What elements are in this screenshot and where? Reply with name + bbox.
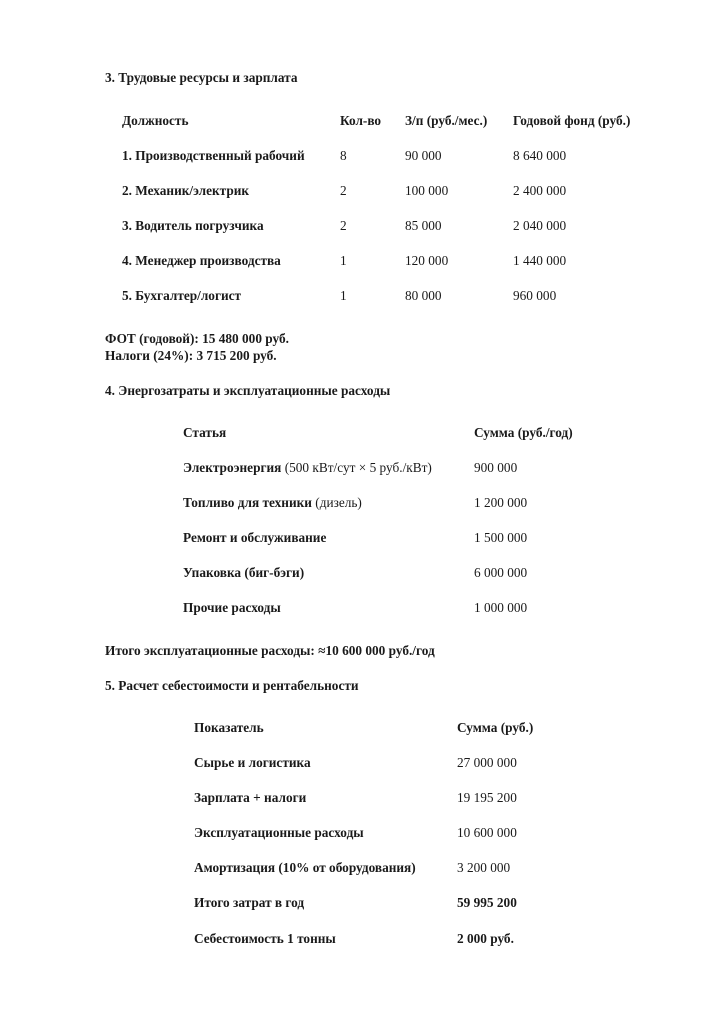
fot-summary: ФОТ (годовой): 15 480 000 руб. — [105, 331, 289, 346]
s3-cell-count: 2 — [340, 218, 347, 233]
s3-cell-position: 1. Производственный рабочий — [122, 148, 305, 163]
s5-cell-amount: 3 200 000 — [457, 860, 511, 875]
s4-item-label: Прочие расходы — [183, 600, 281, 615]
s3-cell-annual: 2 400 000 — [513, 183, 567, 198]
s5-cell-indicator: Итого затрат в год — [194, 895, 305, 910]
s3-header-annual-fund: Годовой фонд (руб.) — [513, 113, 631, 128]
s3-cell-count: 2 — [340, 183, 347, 198]
s5-cell-amount: 10 600 000 — [457, 825, 517, 840]
s3-cell-position: 3. Водитель погрузчика — [122, 218, 264, 233]
s3-header-count: Кол-во — [340, 113, 382, 128]
s3-cell-count: 8 — [340, 148, 347, 163]
s5-header-indicator: Показатель — [194, 720, 264, 735]
s4-cell-amount: 900 000 — [474, 460, 518, 475]
s4-cell-item — [183, 565, 304, 581]
s4-item-label: Упаковка (биг-бэги) — [183, 565, 305, 580]
s5-cell-indicator: Сырье и логистика — [194, 755, 311, 770]
s5-cell-amount: 27 000 000 — [457, 755, 517, 770]
s3-cell-salary: 90 000 — [405, 148, 442, 163]
s3-header-salary: З/п (руб./мес.) — [405, 113, 488, 128]
s4-cell-amount: 1 200 000 — [474, 495, 528, 510]
s3-cell-position: 2. Механик/электрик — [122, 183, 250, 198]
s4-item-label: Топливо для техники — [183, 495, 312, 510]
s3-cell-count: 1 — [340, 253, 347, 268]
s4-cell-amount: 6 000 000 — [474, 565, 528, 580]
section3-heading: 3. Трудовые ресурсы и зарплата — [105, 70, 298, 85]
section5-heading: 5. Расчет себестоимости и рентабельности — [105, 678, 359, 693]
s5-cell-amount: 19 195 200 — [457, 790, 517, 805]
s5-cell-indicator: Зарплата + налоги — [194, 790, 307, 805]
s3-cell-annual: 2 040 000 — [513, 218, 567, 233]
s4-cell-item — [183, 460, 432, 476]
s3-cell-annual: 8 640 000 — [513, 148, 567, 163]
s4-item-note: (500 кВт/сут × 5 руб./кВт) — [281, 460, 432, 475]
s5-cell-indicator: Амортизация (10% от оборудования) — [194, 860, 416, 875]
section4-heading: 4. Энергозатраты и эксплуатационные расходы — [105, 383, 391, 398]
s4-header-amount: Сумма (руб./год) — [474, 425, 573, 440]
s3-cell-annual: 1 440 000 — [513, 253, 567, 268]
s5-cell-amount: 59 995 200 — [457, 895, 517, 910]
taxes-summary: Налоги (24%): 3 715 200 руб. — [105, 348, 277, 363]
s4-header-item: Статья — [183, 425, 227, 440]
s4-cell-amount: 1 000 000 — [474, 600, 528, 615]
s3-cell-salary: 80 000 — [405, 288, 442, 303]
s5-header-amount: Сумма (руб.) — [457, 720, 534, 735]
s4-cell-item — [183, 600, 281, 616]
s4-cell-item — [183, 530, 326, 546]
s3-cell-salary: 85 000 — [405, 218, 442, 233]
s4-item-note: (дизель) — [311, 495, 362, 510]
s5-cell-indicator: Себестоимость 1 тонны — [194, 931, 336, 946]
s3-cell-position: 4. Менеджер производства — [122, 253, 281, 268]
s4-cell-amount: 1 500 000 — [474, 530, 528, 545]
s4-cell-item — [183, 495, 362, 511]
s3-cell-position: 5. Бухгалтер/логист — [122, 288, 242, 303]
s3-cell-annual: 960 000 — [513, 288, 557, 303]
s4-item-label: Электроэнергия — [183, 460, 282, 475]
s5-cell-amount: 2 000 руб. — [457, 931, 514, 946]
s4-item-label: Ремонт и обслуживание — [183, 530, 327, 545]
s5-cell-indicator: Эксплуатационные расходы — [194, 825, 364, 840]
s3-cell-count: 1 — [340, 288, 347, 303]
s3-cell-salary: 100 000 — [405, 183, 449, 198]
s3-header-position: Должность — [122, 113, 189, 128]
operating-total: Итого эксплуатационные расходы: ≈10 600 000 руб./год — [105, 643, 435, 658]
s3-cell-salary: 120 000 — [405, 253, 449, 268]
